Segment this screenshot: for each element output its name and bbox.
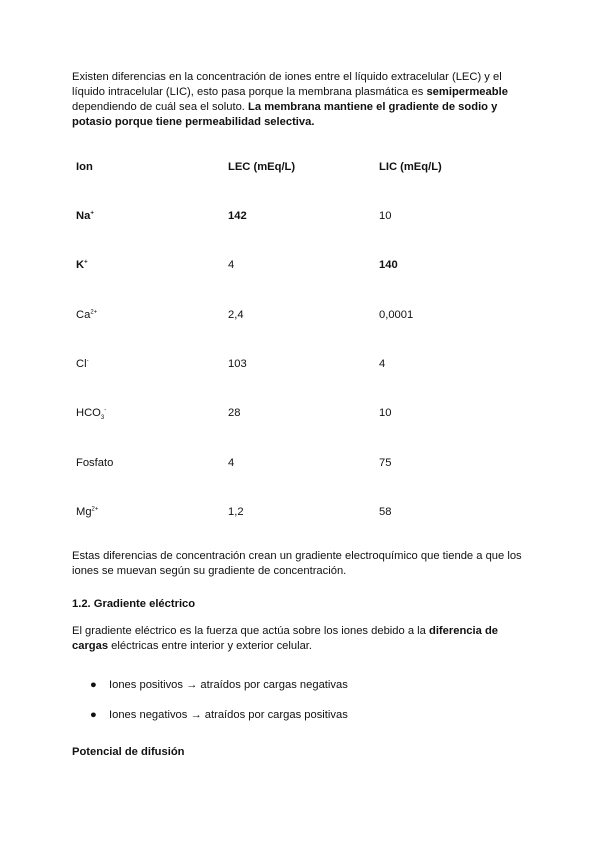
lec-value: 142 bbox=[228, 210, 247, 222]
lec-value: 103 bbox=[228, 358, 247, 370]
section-bold-diferencia: diferencia de bbox=[428, 625, 498, 637]
intro-bold-line-4: potasio porque tiene permeabilidad selectiva. bbox=[72, 116, 315, 128]
list-item-text: Iones positivos → atraídos por cargas negativas bbox=[109, 679, 348, 691]
ion-name: Fosfato bbox=[76, 457, 114, 469]
table-row bbox=[76, 308, 536, 324]
lec-value: 4 bbox=[228, 259, 235, 271]
table-row bbox=[76, 357, 536, 373]
ion-name: $Ca^{2+}$ bbox=[76, 309, 98, 321]
ion-name: Cl- bbox=[76, 358, 89, 370]
lic-value: 4 bbox=[379, 358, 386, 370]
header-lic: LIC (mEq/L) bbox=[379, 161, 442, 173]
header-lec: LEC (mEq/L) bbox=[228, 161, 296, 173]
intro-bold-semipermeable: semipermeable bbox=[426, 86, 508, 98]
lec-value: 1,2 bbox=[228, 506, 244, 518]
subheading: Potencial de difusión bbox=[72, 746, 185, 758]
ion-name: $HCO_3^-$ bbox=[76, 407, 107, 422]
section-bold-cargas: cargas bbox=[72, 640, 109, 652]
intro-line-1: Existen diferencias en la concentración de iones entre el líquido extracelular (LEC) y el bbox=[72, 71, 502, 83]
lic-value: 10 bbox=[379, 407, 392, 419]
list-item-text: Iones negativos → atraídos por cargas positivas bbox=[109, 709, 348, 721]
bullet-icon: ● bbox=[90, 709, 97, 721]
intro-bold-line-3: La membrana mantiene el gradiente de sodio y bbox=[248, 101, 498, 113]
after-table-line-2: iones se muevan según su gradiente de concentración. bbox=[72, 565, 347, 577]
table-row bbox=[76, 456, 536, 472]
ion-name: Na+ bbox=[76, 210, 94, 222]
after-table-paragraph bbox=[72, 549, 532, 579]
lic-value: 0,0001 bbox=[379, 309, 414, 321]
ion-name: $Mg^{2+}$ bbox=[76, 506, 99, 518]
intro-line-3: dependiendo de cuál sea el soluto. bbox=[72, 101, 249, 113]
lic-value: 10 bbox=[379, 210, 392, 222]
lic-value: 75 bbox=[379, 457, 392, 469]
table-header-row bbox=[76, 160, 536, 176]
lec-value: 2,4 bbox=[228, 309, 244, 321]
intro-line-2: líquido intracelular (LIC), esto pasa porque la membrana plasmática es bbox=[72, 86, 427, 98]
bullet-icon: ● bbox=[90, 679, 97, 691]
header-ion: Ion bbox=[76, 161, 93, 173]
ion-name: K+ bbox=[76, 259, 88, 271]
section-paragraph bbox=[72, 624, 532, 654]
table-row bbox=[76, 258, 536, 274]
after-table-line-1: Estas diferencias de concentración crean un gradiente electroquímico que tiende a que los bbox=[72, 550, 522, 562]
lic-value: 58 bbox=[379, 506, 392, 518]
section-heading: 1.2. Gradiente eléctrico bbox=[72, 598, 196, 610]
lec-value: 28 bbox=[228, 407, 241, 419]
intro-paragraph bbox=[72, 70, 532, 130]
lec-value: 4 bbox=[228, 457, 235, 469]
table-row bbox=[76, 505, 536, 521]
section-line-1: El gradiente eléctrico es la fuerza que actúa sobre los iones debido a la bbox=[72, 625, 429, 637]
section-line-2: eléctricas entre interior y exterior celular. bbox=[108, 640, 313, 652]
table-row bbox=[76, 406, 536, 422]
lic-value: 140 bbox=[379, 259, 398, 271]
table-row bbox=[76, 209, 536, 225]
